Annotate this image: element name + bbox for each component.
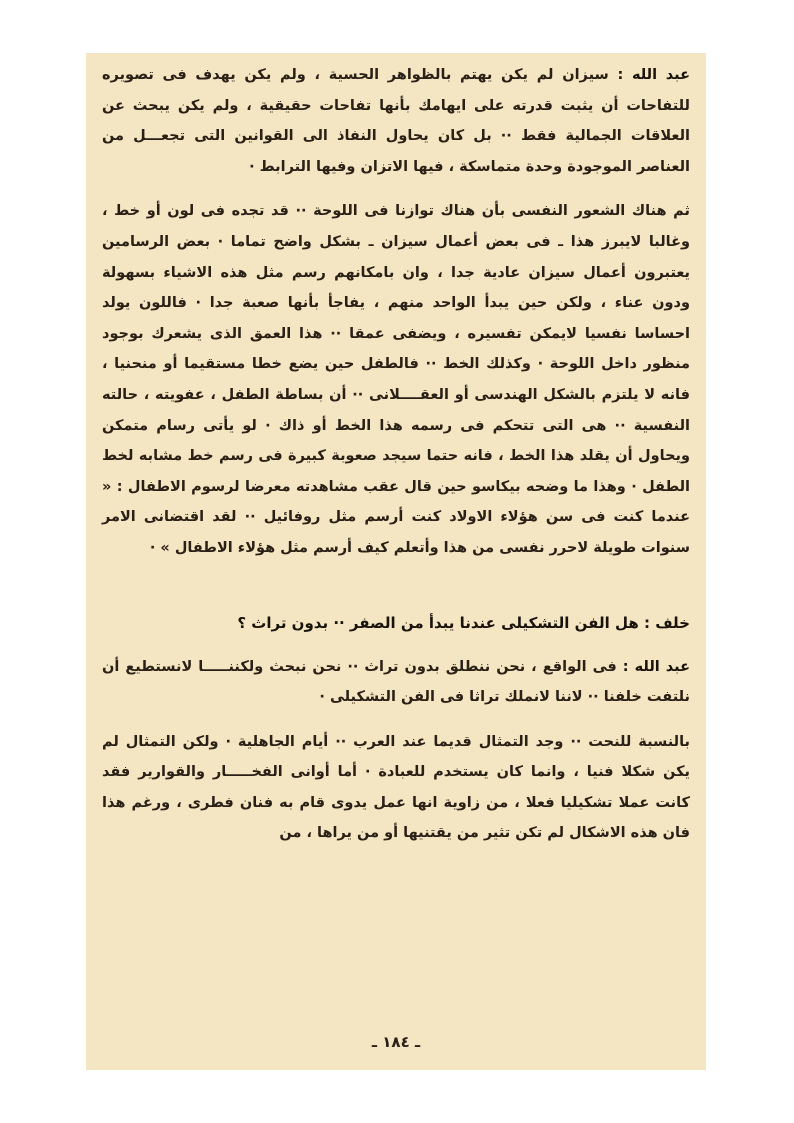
speaker-label: عبد الله : [622,658,690,675]
paragraph-gap [102,713,690,727]
page-number: ـ ١٨٤ ـ [371,1033,421,1051]
paragraph-text: فى الواقع ، نحن ننطلق بدون تراث ·· نحن نبحث ولكننـــــا لانستطيع أن نلتفت خلفنا ·· لاننا لانملك تراثا فى الفن التشكيلى · [102,658,690,706]
paragraph-balance: ثم هناك الشعور النفسى بأن هناك توازنا فى اللوحة ·· قد تجده فى لون أو خط ، وغالبا لايبرز هذا ـ فى بعض أعمال سيزان ـ بشكل واضح تماما · بعض الرسامين يعتبرون أعمال سيزان عادية جدا ، وان بامكانهم رسم مثل هذه الاشياء بسهولة ودون عناء ، ولكن حين يبدأ الواحد منهم ، يفاجأ بأنها صعبة جدا · فاللون يولد احساسا نفسيا لايمكن تفسيره ، ويضفى عمقا ·· هذا العمق الذى يشعرك بوجود منظور داخل اللوحة · وكذلك الخط ·· فالطفل حين يضع خطا مستقيما أو منحنيا ، فانه لا يلتزم بالشكل الهندسى أو العقــــلانى ·· أن بساطة الطفل ، عفويته ، حالته النفسية ·· هى التى تتحكم فى رسمه هذا الخط أو ذاك · لو يأتى رسام متمكن ويحاول أن يقلد هذا الخط ، فانه حتما سيجد صعوبة كبيرة فى رسم خط مشابه لخط الطفل · وهذا ما وضحه بيكاسو حين قال عقب مشاهدته معرضا لرسوم الاطفال : « عندما كنت فى سن هؤلاء الاولاد كنت أرسم مثل روفائيل ·· لقد اقتضانى الامر سنوات طويلة لاحرر نفسى من هذا وأتعلم كيف أرسم مثل هؤلاء الاطفال » · [102,203,690,556]
paragraph-gap [102,182,690,196]
paragraph-gap [102,638,690,652]
paragraph-text: سيزان لم يكن يهتم بالظواهر الحسية ، ولم يكن يهدف فى تصويره للتفاحات أن يثبت قدرته على ايهامك بأنها تفاحات حقيقية ، ولم يكن يبحث عن العلاقات الجمالية فقط ·· بل كان يحاول النفاذ الى القوانين التى تجعـــل من العناصر الموجودة وحدة متماسكة ، فيها الاتزان وفيها الترابط · [102,67,690,175]
speaker-label: عبد الله : [617,67,690,83]
book-page [86,53,706,1070]
paragraph-sculpture: بالنسبة للنحت ·· وجد التمثال قديما عند العرب ·· أيام الجاهلية · ولكن التمثال لم يكن شكلا فنيا ، وانما كان يستخدم للعبادة · أما أوانى الفخـــــار والقوارير فقد كانت عملا تشكيليا فعلا ، من زاوية انها عمل يدوى قام به فنان فطرى ، ورغم هذا فان هذه الاشكال لم تكن تثير من يقتنيها أو من يراها ، من [102,733,690,842]
paragraph-cezanne [102,60,690,182]
interview-question: خلف : هل الفن التشكيلى عندنا يبدأ من الصفر ·· بدون تراث ؟ [237,613,690,632]
section-gap [102,564,690,608]
paragraph-heritage [102,652,690,713]
